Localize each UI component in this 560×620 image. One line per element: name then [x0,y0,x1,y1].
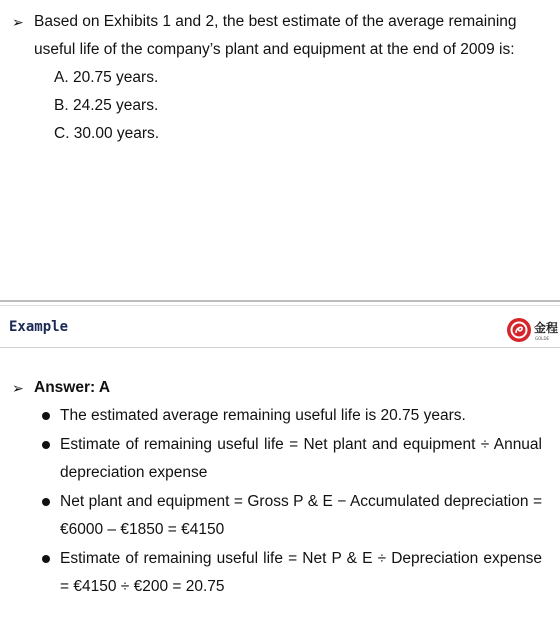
arrow-bullet-icon: ➢ [12,14,24,30]
example-label: Example [9,319,69,335]
answer-block [12,374,542,602]
arrow-bullet-icon: ➢ [12,380,24,396]
logo-subtext: GOLDE [535,336,550,341]
bullet-dot-icon [42,498,50,506]
question-block [12,8,542,148]
bullet-dot-icon [42,412,50,420]
answer-bullet-text: Estimate of remaining useful life = Net plant and equipment ÷ Annual depreciation expense [60,435,542,481]
answer-heading: Answer: A [34,379,111,396]
example-header [0,307,560,347]
answer-bullet [12,402,542,431]
bullet-dot-icon [42,441,50,449]
option-c: C. 30.00 years. [54,125,160,142]
logo [506,317,560,343]
logo-seal-icon [506,317,560,343]
answer-bullet [12,545,542,602]
answer-bullet [12,488,542,545]
answer-bullet-text: Net plant and equipment = Gross P & E − Accumulated depreciation = €6000 – €1850 = €4150 [60,492,542,538]
answer-item [12,374,542,402]
question-text: Based on Exhibits 1 and 2, the best estimate of the average remaining useful life of the company’s plant and equipment at the end of 2009 is: [34,13,517,58]
divider-top [0,300,560,302]
divider-bottom [0,347,560,348]
logo-text: 金程 [534,321,559,335]
divider-top-secondary [0,305,560,306]
answer-bullet-text: Estimate of remaining useful life = Net P & E ÷ Depreciation expense = €4150 ÷ €200 = 20.75 [60,549,542,595]
bullet-dot-icon [42,555,50,563]
option-a: A. 20.75 years. [54,69,159,86]
answer-bullet [12,431,542,488]
option-b: B. 24.25 years. [54,97,159,114]
answer-bullet-text: The estimated average remaining useful life is 20.75 years. [60,407,466,424]
question-item [12,8,542,64]
